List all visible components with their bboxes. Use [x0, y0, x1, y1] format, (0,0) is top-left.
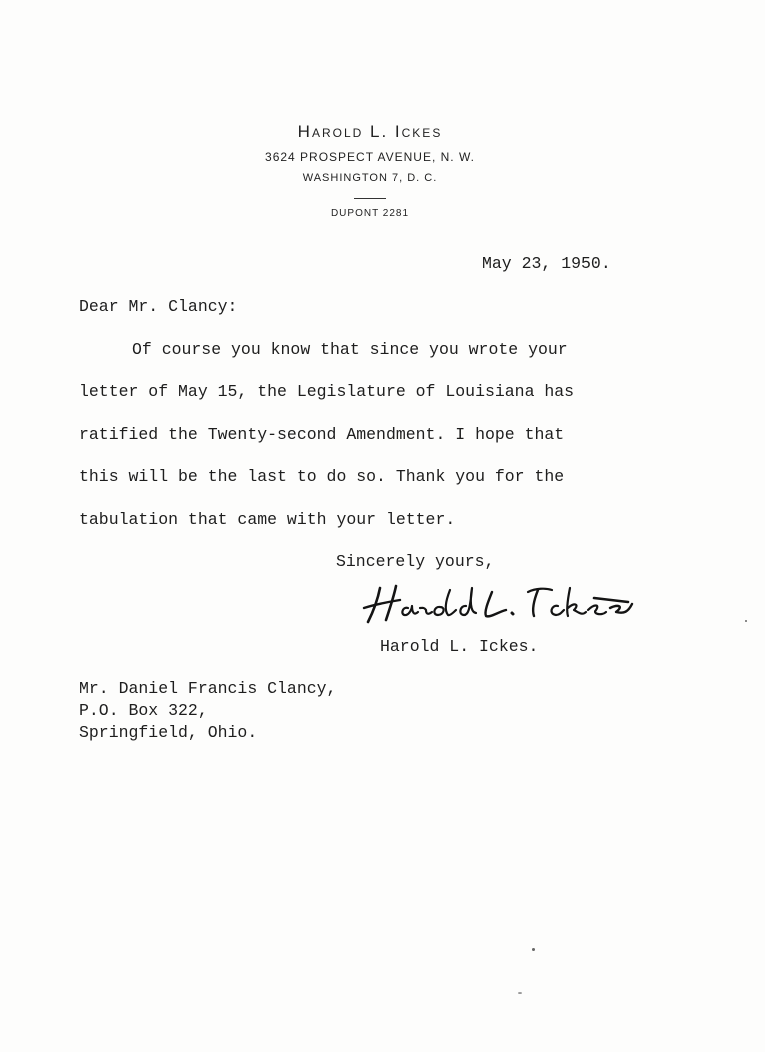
recipient-line: Springfield, Ohio.	[79, 723, 258, 742]
letterhead-city: WASHINGTON 7, D. C.	[302, 172, 438, 184]
closing: Sincerely yours,	[336, 552, 495, 571]
letterhead-address: 3624 PROSPECT AVENUE, N. W.	[265, 150, 475, 164]
letterhead-name: Harold L. Ickes	[297, 122, 443, 141]
typed-signature-name: Harold L. Ickes.	[380, 637, 539, 656]
body-line: this will be the last to do so. Thank you for the	[79, 467, 565, 486]
letterhead-divider	[354, 198, 386, 199]
paper-speck	[518, 992, 522, 994]
salutation: Dear Mr. Clancy:	[79, 297, 238, 316]
letter-date: May 23, 1950.	[482, 254, 611, 273]
recipient-line: P.O. Box 322,	[79, 701, 208, 720]
paper-speck	[532, 948, 535, 951]
paper-speck	[745, 620, 747, 622]
body-line: Of course you know that since you wrote your	[132, 340, 568, 359]
recipient-line: Mr. Daniel Francis Clancy,	[79, 679, 337, 698]
body-line: tabulation that came with your letter.	[79, 510, 456, 529]
body-line: letter of May 15, the Legislature of Louisiana has	[79, 382, 575, 401]
letterhead-phone: DUPONT 2281	[330, 208, 410, 219]
handwritten-signature	[362, 582, 634, 626]
body-line: ratified the Twenty-second Amendment. I hope that	[79, 425, 565, 444]
